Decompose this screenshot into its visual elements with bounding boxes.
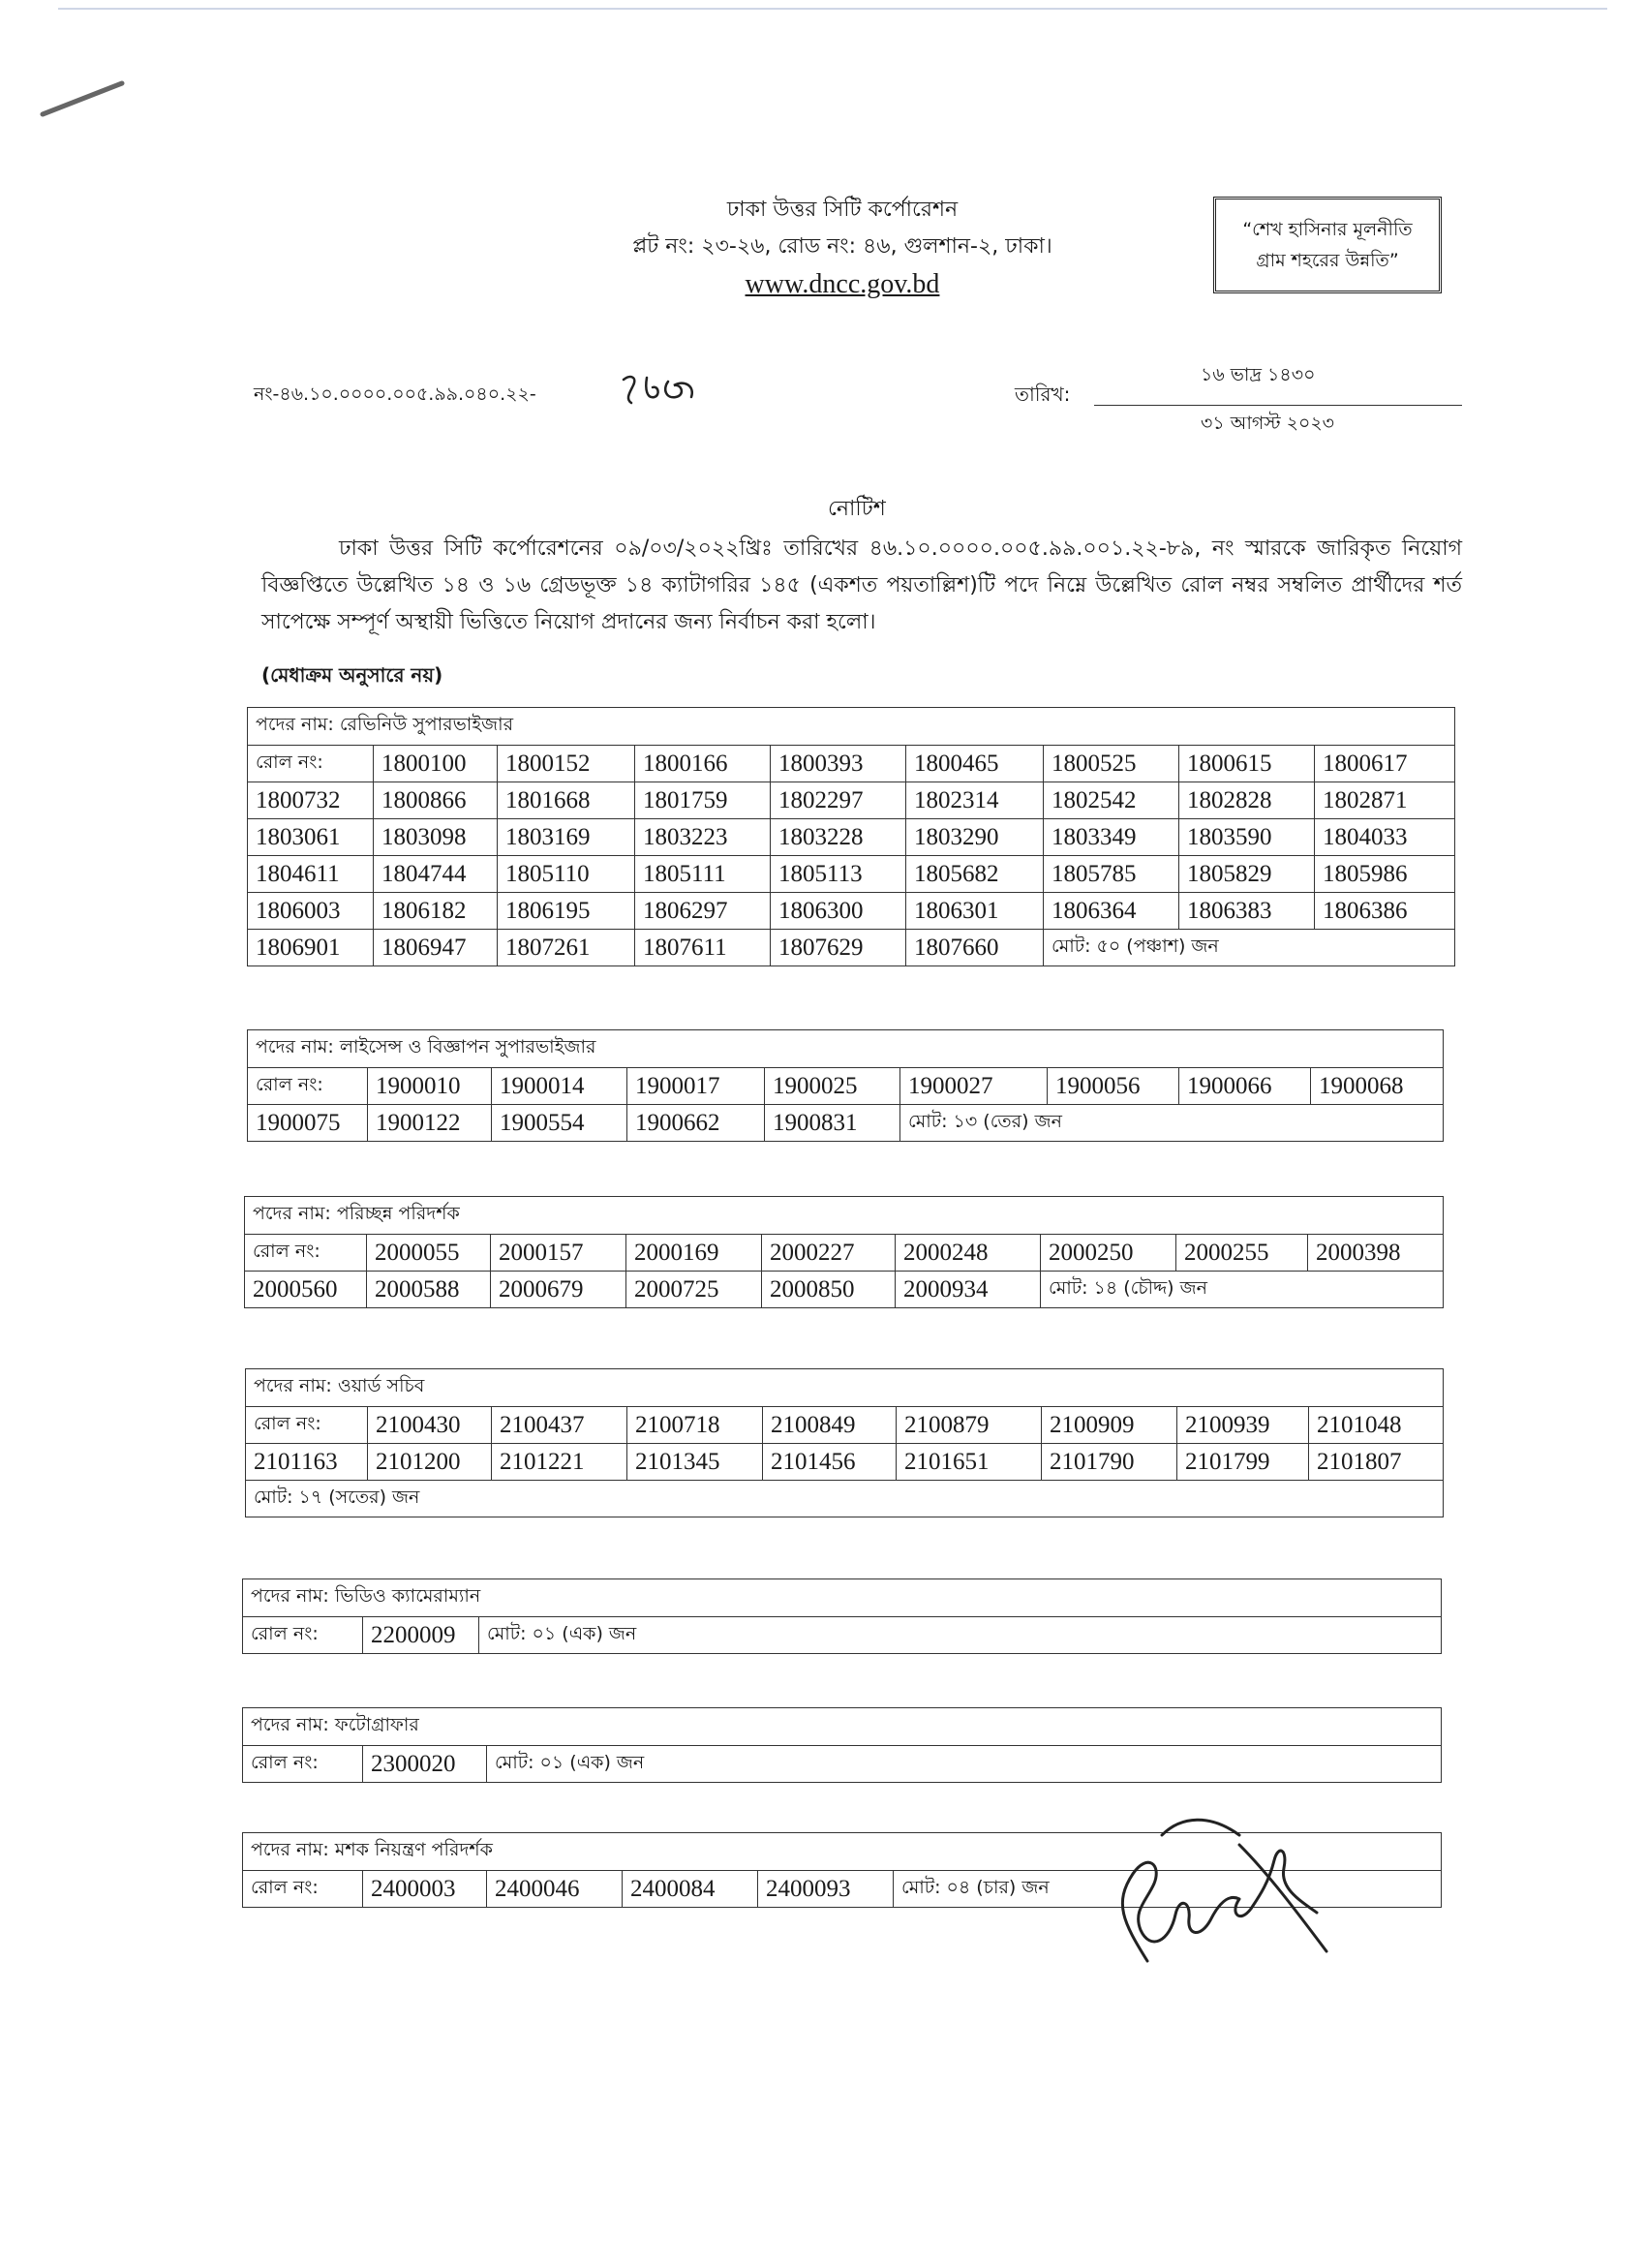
roll-cell: 1802871	[1315, 782, 1455, 819]
roll-cell: 2000055	[367, 1235, 491, 1272]
roll-cell: 2101799	[1177, 1444, 1309, 1481]
roll-cell: 2400093	[758, 1871, 894, 1908]
roll-cell: 1800732	[248, 782, 374, 819]
roll-cell: 1801759	[635, 782, 771, 819]
roll-row	[246, 1407, 1444, 1444]
roll-cell: 1800393	[771, 746, 906, 782]
roll-label: রোল নং:	[245, 1235, 367, 1272]
roll-cell: 1804744	[374, 856, 498, 893]
roll-row	[245, 1235, 1444, 1272]
roll-cell: 2000169	[626, 1235, 762, 1272]
roll-cell: 1804611	[248, 856, 374, 893]
date-gregorian: ৩১ আগস্ট ২০২৩	[1201, 413, 1335, 434]
roll-cell: 2000725	[626, 1272, 762, 1308]
roll-cell: 1900056	[1048, 1068, 1179, 1105]
roll-cell: 1800866	[374, 782, 498, 819]
pen-stroke-mark	[39, 77, 136, 126]
post-title-row	[245, 1197, 1444, 1235]
post-title: পদের নাম: পরিচ্ছন্ন পরিদর্শক	[245, 1197, 1444, 1235]
roll-cell: 1803061	[248, 819, 374, 856]
roll-cell: 1806195	[498, 893, 635, 930]
roll-row	[246, 1444, 1444, 1481]
post-table-cleanliness-inspector	[244, 1196, 1444, 1308]
roll-cell: 2101790	[1042, 1444, 1177, 1481]
post-title-row	[248, 1030, 1444, 1068]
roll-cell: 1800525	[1044, 746, 1179, 782]
total-count: মোট: ১৪ (চৌদ্দ) জন	[1041, 1272, 1444, 1308]
roll-cell: 1807261	[498, 930, 635, 966]
organization-name: ঢাকা উত্তর সিটি কর্পোরেশন	[726, 198, 959, 222]
roll-cell: 1900010	[368, 1068, 492, 1105]
roll-cell: 2100909	[1042, 1407, 1177, 1444]
roll-cell: 1803590	[1179, 819, 1315, 856]
post-title: পদের নাম: ভিডিও ক্যামেরাম্যান	[243, 1579, 1442, 1617]
roll-cell: 1807611	[635, 930, 771, 966]
motto-line-1: “শেখ হাসিনার মূলনীতি	[1242, 219, 1413, 240]
roll-cell: 2100849	[763, 1407, 897, 1444]
post-table-photographer	[242, 1707, 1442, 1783]
total-count: মোট: ১৭ (সতের) জন	[246, 1481, 1444, 1517]
roll-cell: 1900027	[900, 1068, 1048, 1105]
roll-cell: 1803349	[1044, 819, 1179, 856]
roll-label: রোল নং:	[248, 746, 374, 782]
post-title-row	[246, 1369, 1444, 1407]
roll-cell: 1800152	[498, 746, 635, 782]
roll-cell: 2101345	[627, 1444, 763, 1481]
roll-cell: 1805110	[498, 856, 635, 893]
roll-cell: 1806901	[248, 930, 374, 966]
post-table-revenue-supervisor	[247, 707, 1455, 966]
roll-cell: 1806182	[374, 893, 498, 930]
roll-cell: 2000850	[762, 1272, 896, 1308]
roll-cell: 2400003	[363, 1871, 487, 1908]
roll-cell: 2400046	[487, 1871, 623, 1908]
scan-edge-line	[58, 8, 1607, 10]
post-table-video-cameraman	[242, 1578, 1442, 1654]
roll-cell: 1802314	[906, 782, 1044, 819]
roll-cell: 1804033	[1315, 819, 1455, 856]
roll-cell: 1900075	[248, 1105, 368, 1142]
roll-cell: 1801668	[498, 782, 635, 819]
roll-cell: 1900831	[765, 1105, 900, 1142]
total-count: মোট: ৫০ (পঞ্চাশ) জন	[1044, 930, 1455, 966]
roll-cell: 1800617	[1315, 746, 1455, 782]
roll-cell: 1806364	[1044, 893, 1179, 930]
total-count: মোট: ০১ (এক) জন	[479, 1617, 1442, 1654]
roll-cell: 1802542	[1044, 782, 1179, 819]
roll-cell: 1900025	[765, 1068, 900, 1105]
memo-number: নং-৪৬.১০.০০০০.০০৫.৯৯.০৪০.২২-	[254, 383, 536, 405]
roll-label: রোল নং:	[243, 1617, 363, 1654]
roll-cell: 1807629	[771, 930, 906, 966]
roll-cell: 1805113	[771, 856, 906, 893]
roll-cell: 2101048	[1309, 1407, 1444, 1444]
post-title: পদের নাম: মশক নিয়ন্ত্রণ পরিদর্শক	[243, 1833, 1442, 1871]
roll-row	[248, 746, 1455, 782]
total-count: মোট: ১৩ (তের) জন	[900, 1105, 1444, 1142]
roll-cell: 2101807	[1309, 1444, 1444, 1481]
roll-cell: 1900068	[1311, 1068, 1444, 1105]
roll-cell: 1805785	[1044, 856, 1179, 893]
roll-cell: 1806947	[374, 930, 498, 966]
roll-cell: 2100879	[897, 1407, 1042, 1444]
roll-cell: 1802297	[771, 782, 906, 819]
post-title: পদের নাম: রেভিনিউ সুপারভাইজার	[248, 708, 1455, 746]
organization-address: প্লট নং: ২৩-২৬, রোড নং: ৪৬, গুলশান-২, ঢাকা।	[632, 234, 1052, 259]
post-title: পদের নাম: ওয়ার্ড সচিব	[246, 1369, 1444, 1407]
roll-cell: 1900014	[492, 1068, 627, 1105]
post-table-license-supervisor	[247, 1029, 1444, 1142]
roll-cell: 1900554	[492, 1105, 627, 1142]
roll-cell: 1800465	[906, 746, 1044, 782]
motto-box	[1213, 197, 1442, 293]
roll-cell: 2000679	[491, 1272, 626, 1308]
notice-title: নোটিশ	[828, 497, 886, 521]
roll-row	[248, 819, 1455, 856]
roll-label: রোল নং:	[243, 1871, 363, 1908]
roll-cell: 1806300	[771, 893, 906, 930]
roll-cell: 2101456	[763, 1444, 897, 1481]
roll-cell: 2000250	[1041, 1235, 1176, 1272]
roll-cell: 2000255	[1176, 1235, 1308, 1272]
roll-cell: 1805986	[1315, 856, 1455, 893]
notice-body: ঢাকা উত্তর সিটি কর্পোরেশনের ০৯/০৩/২০২২খ্রিঃ তারিখের ৪৬.১০.০০০০.০০৫.৯৯.০০১.২২-৮৯, নং স্মারকে জারিকৃত নিয়োগ বিজ্ঞপ্তিতে উল্লেখিত ১৪ ও ১৬ গ্রেডভূক্ত ১৪ ক্যাটাগরির ১৪৫ (একশত পয়তাল্লিশ)টি পদে নিম্নে উল্লেখিত রোল নম্বর সম্বলিত প্রার্থীদের শর্ত সাপেক্ষে সম্পূর্ণ অস্থায়ী ভিত্তিতে নিয়োগ প্রদানের জন্য নির্বাচন করা হলো।	[261, 536, 1462, 634]
roll-row	[243, 1617, 1442, 1654]
motto-line-2: গ্রাম শহরের উন্নতি”	[1256, 250, 1399, 271]
roll-cell: 1900122	[368, 1105, 492, 1142]
roll-cell: 1806386	[1315, 893, 1455, 930]
date-divider	[1094, 405, 1462, 406]
total-row	[246, 1481, 1444, 1517]
roll-cell: 2000934	[896, 1272, 1041, 1308]
roll-row	[243, 1746, 1442, 1783]
post-title: পদের নাম: লাইসেন্স ও বিজ্ঞাপন সুপারভাইজার	[248, 1030, 1444, 1068]
roll-cell: 2101221	[492, 1444, 627, 1481]
roll-cell: 2300020	[363, 1746, 487, 1783]
roll-row	[245, 1272, 1444, 1308]
roll-cell: 2100437	[492, 1407, 627, 1444]
roll-cell: 1900662	[627, 1105, 765, 1142]
post-title-row	[243, 1579, 1442, 1617]
roll-row	[248, 930, 1455, 966]
roll-cell: 2000588	[367, 1272, 491, 1308]
roll-cell: 1805111	[635, 856, 771, 893]
roll-cell: 1806301	[906, 893, 1044, 930]
roll-cell: 2000398	[1308, 1235, 1444, 1272]
roll-row	[248, 1068, 1444, 1105]
roll-cell: 1805829	[1179, 856, 1315, 893]
roll-cell: 1803223	[635, 819, 771, 856]
letterhead	[503, 192, 1181, 304]
roll-cell: 2000157	[491, 1235, 626, 1272]
website-link[interactable]: www.dncc.gov.bd	[745, 269, 940, 299]
roll-cell: 2400084	[623, 1871, 758, 1908]
handwritten-signature	[1094, 1806, 1346, 2029]
roll-cell: 2100939	[1177, 1407, 1309, 1444]
roll-cell: 1800100	[374, 746, 498, 782]
total-count: মোট: ০১ (এক) জন	[487, 1746, 1442, 1783]
roll-label: রোল নং:	[243, 1746, 363, 1783]
roll-cell: 2000227	[762, 1235, 896, 1272]
roll-cell: 1800166	[635, 746, 771, 782]
roll-cell: 1803169	[498, 819, 635, 856]
roll-row	[248, 893, 1455, 930]
roll-cell: 1803098	[374, 819, 498, 856]
date-bangla-calendar: ১৬ ভাদ্র ১৪৩০	[1201, 364, 1316, 385]
post-title: পদের নাম: ফটোগ্রাফার	[243, 1708, 1442, 1746]
roll-cell: 2000248	[896, 1235, 1041, 1272]
order-note: (মেধাক্রম অনুসারে নয়)	[261, 663, 443, 687]
roll-row	[248, 856, 1455, 893]
roll-cell: 1805682	[906, 856, 1044, 893]
roll-cell: 2200009	[363, 1617, 479, 1654]
roll-label: রোল নং:	[246, 1407, 368, 1444]
roll-cell: 2100718	[627, 1407, 763, 1444]
roll-cell: 1806297	[635, 893, 771, 930]
total-count: মোট: ০৪ (চার) জন	[894, 1871, 1442, 1908]
roll-cell: 1806003	[248, 893, 374, 930]
roll-cell: 2101163	[246, 1444, 368, 1481]
roll-cell: 1803290	[906, 819, 1044, 856]
roll-row	[248, 1105, 1444, 1142]
post-title-row	[248, 708, 1455, 746]
date-label: তারিখ:	[1015, 383, 1071, 406]
roll-cell: 1807660	[906, 930, 1044, 966]
roll-cell: 2101651	[897, 1444, 1042, 1481]
roll-label: রোল নং:	[248, 1068, 368, 1105]
roll-cell: 1900017	[627, 1068, 765, 1105]
roll-row	[248, 782, 1455, 819]
roll-cell: 1803228	[771, 819, 906, 856]
roll-cell: 2101200	[368, 1444, 492, 1481]
roll-cell: 1800615	[1179, 746, 1315, 782]
post-table-ward-secretary	[245, 1368, 1444, 1517]
handwritten-memo-suffix	[618, 370, 715, 411]
roll-cell: 1900066	[1179, 1068, 1311, 1105]
post-title-row	[243, 1708, 1442, 1746]
roll-cell: 1802828	[1179, 782, 1315, 819]
roll-cell: 1806383	[1179, 893, 1315, 930]
roll-cell: 2000560	[245, 1272, 367, 1308]
roll-cell: 2100430	[368, 1407, 492, 1444]
